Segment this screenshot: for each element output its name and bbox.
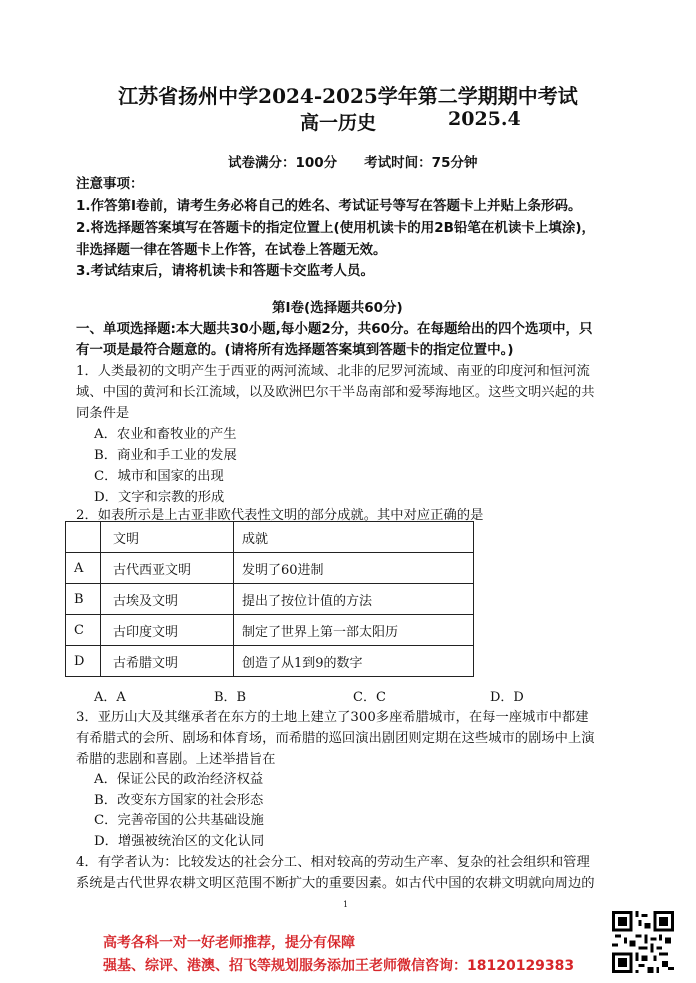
footer-promo-line2: 强基、综评、港澳、招飞等规划服务添加王老师微信咨询：18120129383 [103, 958, 575, 974]
subject-title: 高一历史 [300, 112, 377, 134]
question-3-option-b: B．改变东方国家的社会形态 [94, 793, 264, 808]
table-cell: 古代西亚文明 [101, 553, 234, 584]
table-cell: 成就 [234, 522, 474, 553]
table-row [66, 615, 474, 646]
table-row [66, 553, 474, 584]
question-1-line: 域、中国的黄河和长江流域，以及欧洲巴尔干半岛南部和爱琴海地区。这些文明兴起的共 [76, 385, 595, 400]
exam-title: 江苏省扬州中学2024-2025学年第二学期期中考试 [118, 84, 578, 108]
question-1-option-b: B．商业和手工业的发展 [94, 448, 237, 463]
question-3-line: 3．亚历山大及其继承者在东方的土地上建立了300多座希腊城市，在每一座城市中都建 [76, 710, 589, 725]
question-3-line: 希腊的悲剧和喜剧。上述举措旨在 [76, 752, 276, 767]
notice-item: 1.作答第Ⅰ卷前，请考生务必将自己的姓名、考试证号等写在答题卡上并贴上条形码。 [76, 198, 582, 214]
question-3-option-c: C．完善帝国的公共基础设施 [94, 813, 264, 828]
score-time: 试卷满分：100分 考试时间：75分钟 [228, 155, 478, 171]
table-row [66, 646, 474, 677]
table-cell: 古埃及文明 [101, 584, 234, 615]
table-cell: 文明 [101, 522, 234, 553]
question-2-stem: 2．如表所示是上古亚非欧代表性文明的部分成就。其中对应正确的是 [76, 508, 484, 523]
notice-item: 非选择题一律在答题卡上作答，在试卷上答题无效。 [76, 242, 387, 258]
table-cell: 发明了60进制 [234, 553, 474, 584]
question-1-option-a: A．农业和畜牧业的产生 [94, 427, 237, 442]
question-1-option-c: C．城市和国家的出现 [94, 469, 224, 484]
table-header-row [66, 522, 474, 553]
question-3-option-d: D．增强被统治区的文化认同 [94, 834, 265, 849]
question-1-line: 同条件是 [76, 406, 130, 421]
question-3-line: 有希腊式的会所、剧场和体育场，而希腊的巡回演出剧团则定期在这些城市的剧场中上演 [76, 731, 595, 746]
question-1-line: 1．人类最初的文明产生于西亚的两河流域、北非的尼罗河流域、南亚的印度河和恒河流 [76, 364, 590, 379]
notice-heading: 注意事项： [76, 176, 144, 192]
table-row [66, 584, 474, 615]
question-3-option-a: A．保证公民的政治经济权益 [94, 772, 264, 787]
section-title: 第Ⅰ卷(选择题共60分) [272, 300, 403, 316]
section-intro: 有一项是最符合题意的。(请将所有选择题答案填到答题卡的指定位置中。) [76, 342, 514, 358]
table-cell: 古印度文明 [101, 615, 234, 646]
achievements-table [65, 521, 474, 677]
table-cell: 古希腊文明 [101, 646, 234, 677]
table-cell: 制定了世界上第一部太阳历 [234, 615, 474, 646]
question-2-answer-c: C．C [353, 690, 386, 705]
page-number: 1 [343, 900, 349, 909]
table-cell: B [66, 584, 101, 615]
question-2-answer-b: B．B [214, 690, 247, 705]
notice-item: 3.考试结束后，请将机读卡和答题卡交监考人员。 [76, 263, 375, 279]
question-4-line: 系统是古代世界农耕文明区范围不断扩大的重要因素。如古代中国的农耕文明就向周边的 [76, 876, 595, 891]
notice-item: 2.将选择题答案填写在答题卡的指定位置上(使用机读卡的用2B铅笔在机读卡上填涂)， [76, 220, 596, 236]
table-cell: C [66, 615, 101, 646]
table-cell: A [66, 553, 101, 584]
question-4-line: 4．有学者认为：比较发达的社会分工、相对较高的劳动生产率、复杂的社会组织和管理 [76, 855, 590, 870]
table-cell: 创造了从1到9的数字 [234, 646, 474, 677]
question-2-answer-d: D．D [490, 690, 524, 705]
table-cell [66, 522, 101, 553]
exam-date: 2025.4 [448, 108, 521, 130]
qr-code-icon [612, 911, 674, 973]
table-cell: D [66, 646, 101, 677]
table-cell: 提出了按位计值的方法 [234, 584, 474, 615]
section-intro: 一、单项选择题:本大题共30小题,每小题2分，共60分。在每题给出的四个选项中，只 [76, 321, 593, 337]
question-1-option-d: D．文字和宗教的形成 [94, 490, 225, 505]
footer-promo-line1: 高考各科一对一好老师推荐，提分有保障 [103, 935, 355, 951]
question-2-answer-a: A．A [94, 690, 126, 705]
